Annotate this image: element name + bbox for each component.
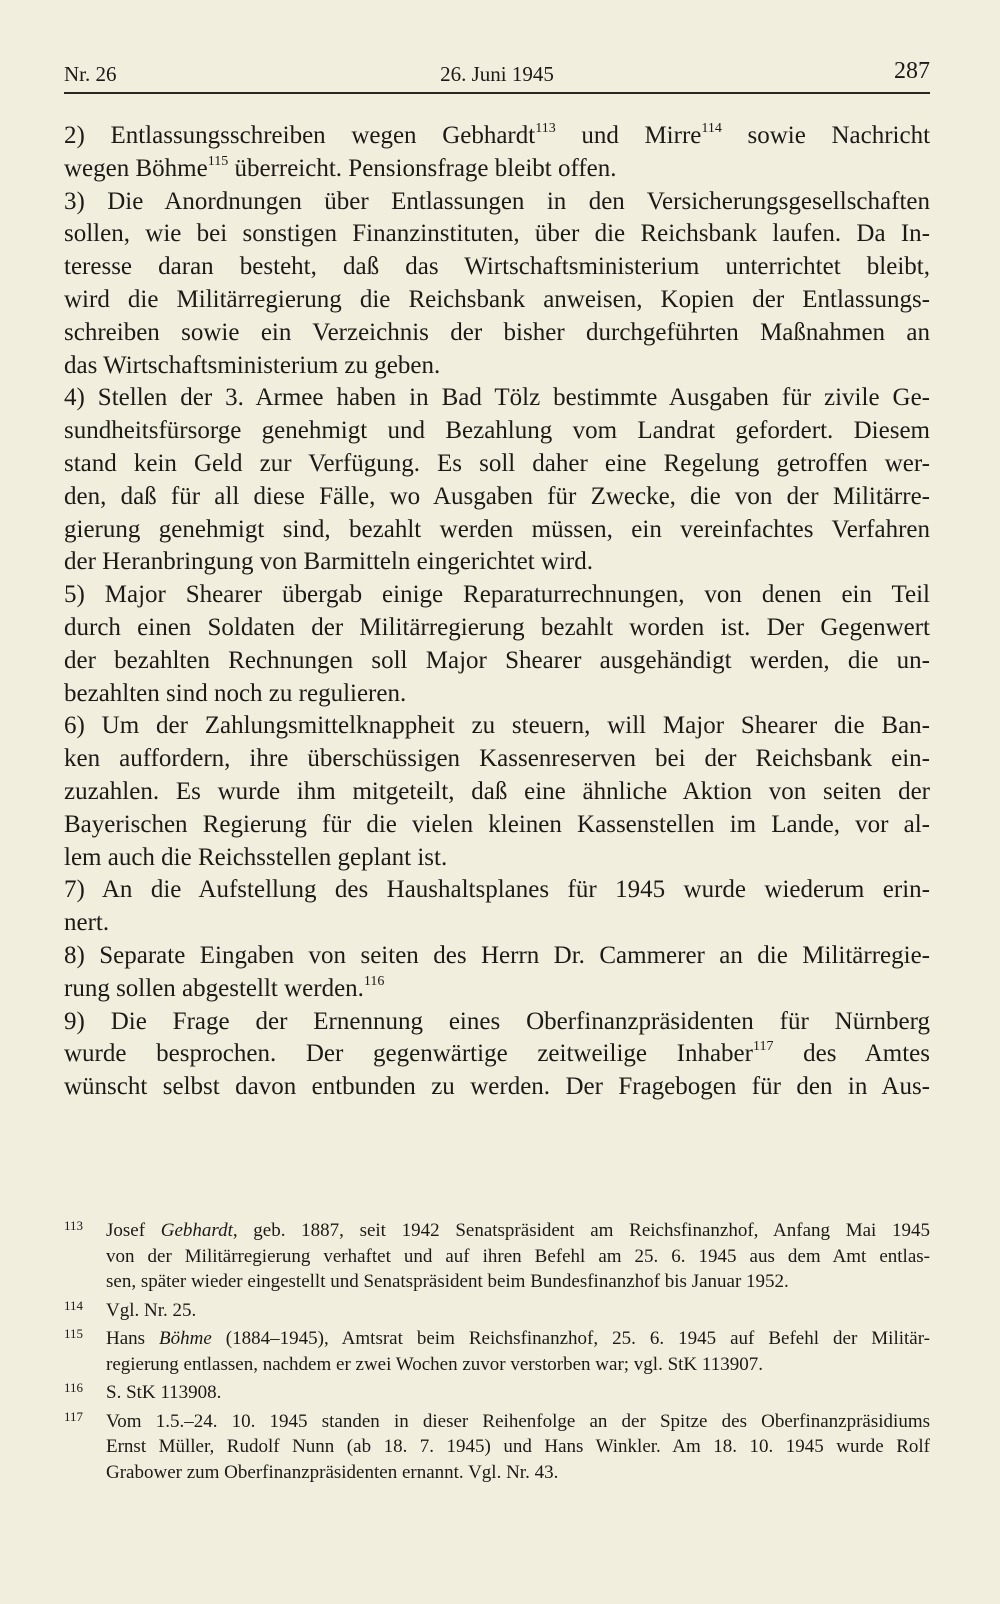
text-run: wird die Militärregierung die Reichsbank anweisen, Kopien der Entlassungs- [64,285,930,313]
text-run: überreicht. Pensionsfrage bleibt offen. [228,154,617,182]
text-run: , geb. 1887, seit 1942 Senatspräsident am Reichsfinanzhof, Anfang Mai 1945 [232,1220,930,1241]
text-run: sundheitsfürsorge genehmigt und Bezahlung vom Landrat gefordert. Diesem [64,417,930,445]
footnote-line [106,1434,930,1460]
running-header [64,56,930,94]
text-line [64,612,930,645]
document-number: Nr. 26 [64,62,117,86]
footnote-number: 115 [64,1326,84,1341]
footnote [64,1326,930,1377]
text-run: schreiben sowie ein Verzeichnis der bisher durchgeführten Maßnahmen an [64,318,930,346]
footnote-line [106,1380,930,1406]
footnote-reference: 113 [535,121,556,136]
text-line [64,284,930,317]
text-run: von der Militärregierung verhaftet und auf ihren Befehl am 25. 6. 1945 aus dem Amt entlas- [106,1245,930,1267]
text-run: sowie Nachricht [721,122,931,149]
footnote-line [106,1409,930,1435]
text-line [64,776,930,809]
footnote-number: 114 [64,1297,84,1313]
text-line [64,874,930,907]
italic-name: Böhme [159,1328,212,1349]
text-run: stand kein Geld zur Verfügung. Es soll daher eine Regelung getroffen wer- [64,449,930,477]
text-run: gierung genehmigt sind, bezahlt werden müssen, ein vereinfachtes Verfahren [64,515,930,543]
text-line [64,218,930,251]
text-run: das Wirtschaftsministerium zu geben. [64,351,441,379]
text-line [64,1038,930,1071]
footnote-line [106,1326,930,1352]
text-line [64,678,930,711]
text-line [64,448,930,481]
text-run: Hans [106,1328,160,1349]
footnote-number: 116 [64,1380,84,1395]
text-run: bezahlten sind noch zu regulieren. [64,679,407,707]
main-text [64,120,930,1104]
text-run: Bayerischen Regierung für die vielen kleinen Kassenstellen im Lande, vor al- [64,810,930,838]
footnote-reference: 117 [752,1039,774,1055]
text-run: (1884–1945), Amtsrat beim Reichsfinanzhof, 25. 6. 1945 auf Befehl der Militär- [211,1328,930,1349]
text-run: Josef [106,1220,161,1241]
text-run: wegen Böhme [64,154,208,182]
text-run: 4) Stellen der 3. Armee haben in Bad Tölz bestimmte Ausgaben für zivile Ge- [64,384,930,412]
text-run: sollen, wie bei sonstigen Finanzinstituten, über die Reichsbank laufen. Da In- [64,220,930,248]
footnotes [64,1218,930,1488]
text-run: S. StK 113908. [106,1382,222,1403]
text-line [64,481,930,514]
text-run: ken auffordern, ihre überschüssigen Kassenreserven bei der Reichsbank ein- [64,745,930,773]
text-run: Grabower zum Oberfinanzpräsidenten ernannt. Vgl. Nr. 43. [106,1461,559,1483]
footnote [64,1380,930,1406]
text-run: 8) Separate Eingaben von seiten des Herrn Dr. Cammerer an die Militärregie- [64,941,930,969]
text-line [64,1006,930,1039]
text-run: 3) Die Anordnungen über Entlassungen in den Versicherungsgesellschaften [64,187,930,215]
text-run: der Heranbringung von Barmitteln eingerichtet wird. [64,548,594,576]
footnote [64,1298,930,1324]
footnote-reference: 115 [207,153,229,169]
text-run: regierung entlassen, nachdem er zwei Wochen zuvor verstorben war; vgl. StK 113907. [106,1353,763,1375]
text-line [64,743,930,776]
text-run: Ernst Müller, Rudolf Nunn (ab 18. 7. 1945) und Hans Winkler. Am 18. 10. 1945 wurde Rolf [106,1436,930,1457]
text-run: nert. [64,909,110,937]
text-run: und Mirre [555,122,702,149]
text-run: wünscht selbst davon entbunden zu werden. Der Fragebogen für den in Aus- [64,1073,930,1101]
text-run: teresse daran besteht, daß das Wirtschaftsministerium unterrichtet bleibt, [64,253,930,281]
text-line [64,546,930,579]
footnote [64,1218,930,1295]
text-run: durch einen Soldaten der Militärregierung bezahlt worden ist. Der Gegenwert [64,613,930,641]
text-run: der bezahlten Rechnungen soll Major Shearer ausgehändigt werden, die un- [64,646,930,674]
text-line [64,579,930,612]
text-line [64,415,930,448]
text-run: 7) An die Aufstellung des Haushaltsplanes für 1945 wurde wiederum erin- [64,876,930,904]
text-line [64,350,930,383]
page-number: 287 [894,58,930,84]
footnote-line [106,1244,930,1270]
footnote-line [106,1218,930,1244]
text-run: Vgl. Nr. 25. [106,1299,197,1321]
text-line [64,1071,930,1104]
footnote-line [106,1460,930,1486]
text-line [64,514,930,547]
text-run: lem auch die Reichsstellen geplant ist. [64,843,448,871]
footnote-line [106,1298,930,1324]
header-date: 26. Juni 1945 [440,62,554,86]
text-line [64,710,930,743]
text-line [64,120,930,153]
text-line [64,973,930,1006]
text-run: 6) Um der Zahlungsmittelknappheit zu steuern, will Major Shearer die Ban- [64,712,930,740]
text-run: 9) Die Frage der Ernennung eines Oberfinanzpräsidenten für Nürnberg [64,1007,930,1035]
text-line [64,645,930,678]
text-run: zuzahlen. Es wurde ihm mitgeteilt, daß eine ähnliche Aktion von seiten der [64,777,930,805]
footnote-number: 113 [64,1218,84,1233]
text-run: 5) Major Shearer übergab einige Reparaturrechnungen, von denen ein Teil [64,581,930,609]
text-run: 2) Entlassungsschreiben wegen Gebhardt [64,122,536,149]
text-line [64,153,930,186]
text-run: Vom 1.5.–24. 10. 1945 standen in dieser Reihenfolge an der Spitze des Oberfinanzpräsidiums [106,1410,930,1432]
footnote-line [106,1352,930,1378]
text-line [64,382,930,415]
text-line [64,940,930,973]
footnote [64,1409,930,1486]
text-line [64,907,930,940]
text-line [64,317,930,350]
footnote-reference: 116 [363,973,385,989]
text-line [64,186,930,219]
footnote-line [106,1269,930,1295]
text-line [64,251,930,284]
footnote-reference: 114 [701,121,722,136]
text-line [64,842,930,875]
text-run: sen, später wieder eingestellt und Senatspräsident beim Bundesfinanzhof bis Januar 1952. [106,1271,789,1292]
footnote-number: 117 [64,1408,84,1424]
text-run: des Amtes [773,1040,930,1068]
italic-name: Gebhardt [160,1220,233,1241]
text-run: wurde besprochen. Der gegenwärtige zeitweilige Inhaber [64,1040,753,1068]
text-run: den, daß für all diese Fälle, wo Ausgaben für Zwecke, die von der Militärre- [64,482,930,510]
text-run: rung sollen abgestellt werden. [64,974,364,1002]
text-line [64,809,930,842]
